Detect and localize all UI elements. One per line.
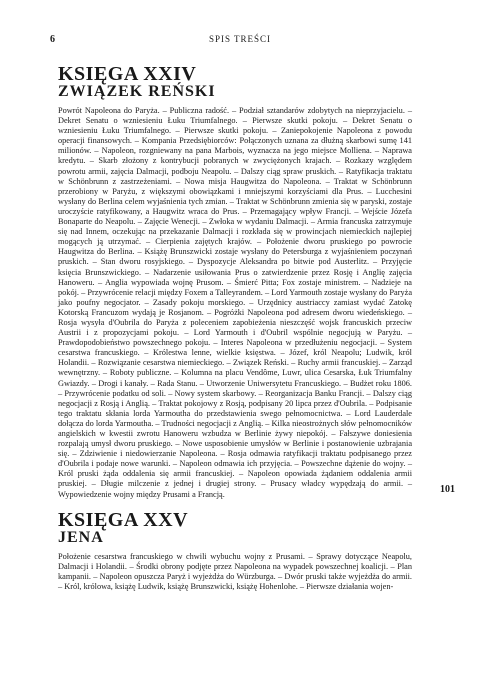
section-summary-text: Położenie cesarstwa francuskiego w chwili wybuchu wojny z Prusami. – Sprawy dotyczące Neapolu, Dalmacji i Holandii. – Środki obrony podjęte przez Napoleona na wypadek powszechnej koalicji. – Plan kampanii. – Napoleon opuszcza Paryż i wyjeżdża do Würzburga. – Dwór pruski także wyjeżdża do armii. – Król, królowa, książę Ludwik, książę Brunszwicki, książę Hohenlohe. – Pierwsze działania wojen-	[58, 552, 412, 592]
section-book-xxv	[58, 510, 412, 592]
section-summary-text: Powrót Napoleona do Paryża. – Publiczna radość. – Podział sztandarów zdobytych na nieprzyjacielu. – Dekret Senatu o wzniesieniu Łuku Triumfalnego. – Pierwsze skutki pokoju. – Dekret Senatu o wzniesieniu Łuku Triumfalnego. – Pierwsze skutki pokoju. – Zaniepokojenie Napoleona z powodu operacji finansowych. – Kompania Przedsiębiorców: Połączonych uznana za dłużną skarbowi sumę 141 milionów. – Napoleon, rozgniewany na pana Marbois, wyznacza na jego miejsce Molliena. – Naprawa kredytu. – Skarb złożony z kontrybucji pobranych w zwyciężonych krajach. – Rozkazy względem powrotu armii, zajęcia Dalmacji, podboju Neapolu. – Dalszy ciąg spraw pruskich. – Ratyfikacja traktatu w Schönbrunn z zastrzeżeniami. – Nowa misja Haugwitza do Napoleona. – Traktat w Schönbrunn przerobiony w Paryżu, z większymi obowiązkami i mniejszymi korzyściami dla Prus. – Lucchesini wysłany do Berlina celem wyjaśnienia tych zmian. – Traktat w Schönbrunn zmienia się w paryski, zostaje uroczyście ratyfikowany, a Haugwitz wraca do Prus. – Przemagający wpływ Francji. – Wejście Józefa Bonaparte do Neapolu. – Zajęcie Wenecji. – Zwłoka w wydaniu Dalmacji. – Armia francuska zatrzymuje się nad Innem, oczekując na przekazanie Dalmacji i rozkłada się w prowincjach niemieckich najlepiej mogących ją utrzymać. – Cierpienia zajętych krajów. – Położenie dworu pruskiego po powrocie Haugwitza do Berlina. – Książę Brunszwicki zostaje wysłany do Petersburga z wyjaśnieniem poczynań pruskich. – Stan dworu rosyjskiego. – Dyspozycje Aleksandra po bitwie pod Austerlitz. – Przyjęcie księcia Brunszwickiego. – Nadarzenie usiłowania Prus o zatwierdzenie przez Rosję i Anglię zajęcia Hanoweru. – Anglia wypowiada wojnę Prusom. – Śmierć Pitta; Fox zostaje ministrem. – Nadzieje na pokój. – Przywrócenie relacji między Foxem a Talleyrandem. – Lord Yarmouth zostaje wysłany do Paryża jako poufny negocjator. – Zasady pokoju morskiego. – Urzędnicy austriaccy zamiast wydać Zatokę Kotorską Francuzom wydają je Rosjanom. – Pogróżki Napoleona pod adresem dworu wiedeńskiego. – Rosja wysyła d'Oubrila do Paryża z poleceniem zapobieżenia nieszczęść wojsk francuskich przeciw Austrii i z propozycjami pokoju. – Lord Yarmouth i d'Oubril wspólnie negocjują w Paryżu. – Prawdopodobieństwo powszechnego pokoju. – Interes Napoleona w przedłużeniu negocjacji. – System cesarstwa francuskiego. – Królestwa lenne, wielkie księstwa. – Józef, król Neapolu; Ludwik, król Holandii. – Rozwiązanie cesarstwa niemieckiego. – Związek Reński. – Ruchy armii francuskiej. – Zarząd wewnętrzny. – Roboty publiczne. – Kolumna na placu Vendôme, Luwr, ulica Cesarska, Łuk Triumfalny Gwiazdy. – Drogi i kanały. – Rada Stanu. – Utworzenie Uniwersytetu Francuskiego. – Budżet roku 1806. – Przywrócenie podatku od soli. – Nowy system skarbowy. – Reorganizacja Banku Francji. – Dalszy ciąg negocjacji z Rosją i Anglią. – Traktat pokojowy z Rosją, podpisany 20 lipca przez d'Oubrila. – Podpisanie tego traktatu skłania lorda Yarmoutha do przedstawienia swego pełnomocnictwa. – Lord Lauderdale dołącza do lorda Yarmoutha. – Trudności negocjacji z Anglią. – Kilka nieostrożnych słów pełnomocników angielskich w kwestii zwrotu Hanoweru wzbudza w Berlinie żywy niepokój. – Fałszywe doniesienia rozpalają umysł dworu pruskiego. – Nowe usposobienie umysłów w Berlinie i postanowienie uzbrajania się. – Zdziwienie i niedowierzanie Napoleona. – Rosja odmawia ratyfikacji traktatu podpisanego przez d'Oubrila i podaje nowe warunki. – Napoleon odmawia ich przyjęcia. – Powszechne dążenie do wojny. – Król pruski żąda oddalenia się armii francuskiej. – Napoleon opowiada żądaniem oddalenia armii pruskiej. – Długie milczenie z jednej i drugiej strony. – Prusacy władcy wypędzają do armii. – Wypowiedzenie wojny między Prusami a Francją.	[58, 106, 412, 499]
book-subtitle: JENA	[58, 529, 104, 546]
book-title: KSIĘGA XXIV	[58, 63, 197, 85]
book-subtitle: ZWIĄZEK REŃSKI	[58, 83, 216, 100]
side-page-number: 101	[440, 484, 455, 495]
book-title: KSIĘGA XXV	[58, 509, 189, 531]
page-number: 6	[50, 34, 55, 45]
running-title: SPIS TREŚCI	[208, 34, 272, 44]
section-book-xxiv	[58, 64, 412, 500]
